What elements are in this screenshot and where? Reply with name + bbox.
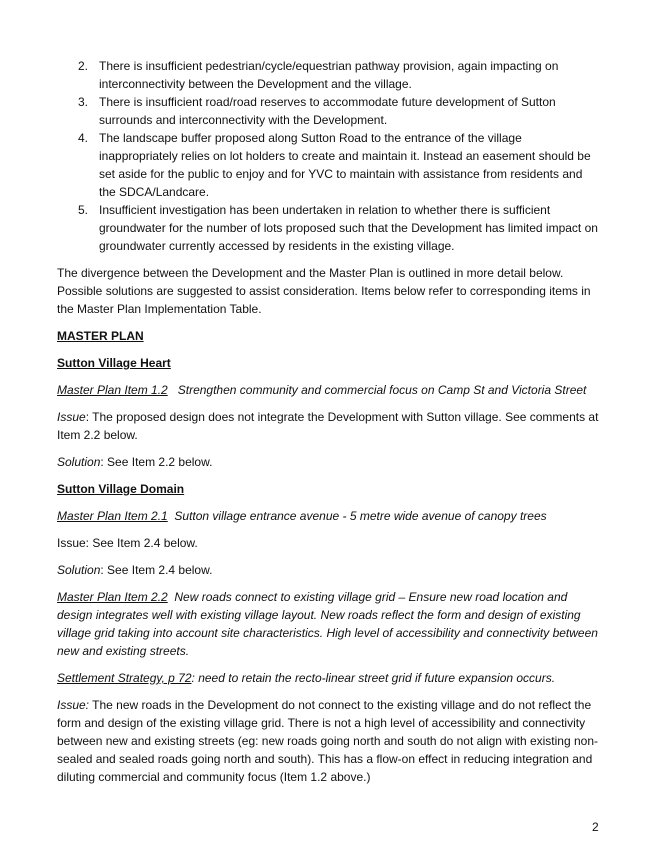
- item-text: New roads connect to existing village grid – Ensure new road location and design integrates well with existing village layout. New roads reflect the form and design of existing village grid taking into account site characteristics. High level of accessibility and connectivity between new and existing streets.: [57, 590, 598, 658]
- item-ref: Master Plan Item 2.1: [57, 509, 168, 523]
- issue-label: Issue:: [57, 698, 90, 712]
- item-ref: Master Plan Item 2.2: [57, 590, 168, 604]
- list-number: 4.: [78, 131, 89, 145]
- domain-issue-paragraph: Issue: See Item 2.4 below.: [57, 536, 198, 550]
- list-item: [57, 93, 602, 129]
- solution-label: Solution: [57, 563, 101, 577]
- item-2-2-issue-paragraph: [57, 696, 602, 786]
- intro-paragraph: The divergence between the Development and the Master Plan is outlined in more detail below. Possible solutions are suggested to assist consideration. Items below refer to corresponding items in the Master Plan Implementation Table.: [57, 266, 591, 316]
- list-item: [57, 201, 602, 255]
- settlement-ref: Settlement Strategy, p 72: [57, 671, 192, 685]
- item-2-1-paragraph: [57, 507, 602, 525]
- list-item: [57, 57, 602, 93]
- list-text: The landscape buffer proposed along Sutton Road to the entrance of the village inappropriately relies on lot holders to create and maintain it. Instead an easement should be set aside for the public to enjoy and for YVC to maintain with assistance from residents and the SDCA/Landcare.: [99, 131, 591, 199]
- issue-label: Issue: [57, 410, 86, 424]
- page-number: 2: [592, 820, 599, 834]
- village-heart-heading: Sutton Village Heart: [57, 356, 171, 370]
- solution-text: : See Item 2.2 below.: [100, 455, 213, 469]
- list-number: 5.: [78, 203, 89, 217]
- settlement-strategy-paragraph: [57, 669, 602, 687]
- solution-text: : See Item 2.4 below.: [100, 563, 213, 577]
- item-ref: Master Plan Item 1.2: [57, 383, 168, 397]
- list-text: There is insufficient road/road reserves to accommodate future development of Sutton surrounds and interconnectivity with the Development.: [99, 95, 556, 127]
- settlement-text: : need to retain the recto-linear street grid if future expansion occurs.: [191, 671, 556, 685]
- issue-text: The new roads in the Development do not connect to the existing village and do not reflect the form and design of the existing village grid. There is not a high level of accessibility and connectivity between new and existing streets (eg: new roads going north and south do not align with existing non-sealed and sealed roads going north and south). This has a flow-on effect in reducing integration and diluting commercial and community focus (Item 1.2 above.): [57, 698, 599, 784]
- item-1-2-paragraph: [57, 381, 602, 399]
- list-number: 3.: [78, 95, 89, 109]
- master-plan-heading: MASTER PLAN: [57, 329, 144, 343]
- list-number: 2.: [78, 59, 89, 73]
- list-item: [57, 129, 602, 201]
- list-text: Insufficient investigation has been undertaken in relation to whether there is sufficient groundwater for the number of lots proposed such that the Development has limited impact on groundwater currently accessed by residents in the existing village.: [99, 203, 598, 253]
- issue-text: : The proposed design does not integrate the Development with Sutton village. See comments at Item 2.2 below.: [57, 410, 599, 442]
- domain-solution-paragraph: [57, 561, 602, 579]
- document-page: [57, 57, 602, 786]
- heart-issue-paragraph: [57, 408, 602, 444]
- solution-label: Solution: [57, 455, 101, 469]
- numbered-list: [57, 57, 602, 255]
- item-2-2-paragraph: [57, 588, 602, 660]
- list-text: There is insufficient pedestrian/cycle/equestrian pathway provision, again impacting on interconnectivity between the Development and the village.: [99, 59, 559, 91]
- village-domain-heading: Sutton Village Domain: [57, 482, 185, 496]
- heart-solution-paragraph: [57, 453, 602, 471]
- item-text: Strengthen community and commercial focus on Camp St and Victoria Street: [177, 383, 587, 397]
- item-text: Sutton village entrance avenue - 5 metre wide avenue of canopy trees: [174, 509, 547, 523]
